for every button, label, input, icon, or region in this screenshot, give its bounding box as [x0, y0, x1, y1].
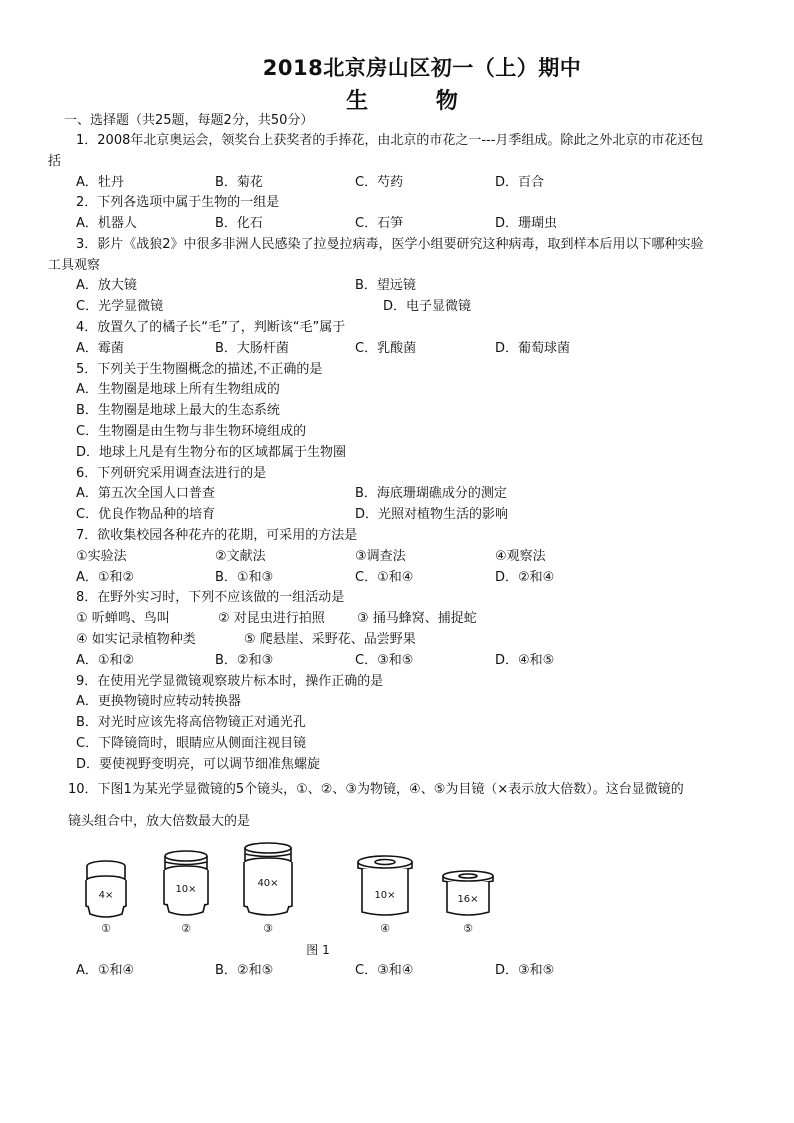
lens-2-objective	[164, 851, 208, 915]
question-8-stem: 8．在野外实习时，下列不应该做的一组活动是	[76, 590, 345, 605]
question-10-stem: 10．下图1为某光学显微镜的5个镜头，①、②、③为物镜，④、⑤为目镜（×表示放大倍数）。这台显微镜的	[68, 782, 684, 797]
question-8-item-3: ③ 捅马蜂窝、捕捉蛇	[357, 611, 477, 626]
lens-3-objective	[244, 843, 292, 915]
question-6-option-d: D．光照对植物生活的影响	[355, 507, 509, 522]
question-3-option-d: D．电子显微镜	[383, 299, 472, 314]
question-8-option-d: D．④和⑤	[495, 653, 555, 668]
question-10-option-a: A．①和④	[76, 963, 135, 978]
question-1-option-a: A．牡丹	[76, 175, 124, 190]
lens-3-label: ③	[263, 922, 273, 935]
section-heading: 一、选择题（共25题，每题2分，共50分）	[64, 113, 314, 128]
question-10-option-d: D．③和⑤	[495, 963, 555, 978]
question-1-stem: 1．2008年北京奥运会，领奖台上获奖者的手捧花，由北京的市花之一---月季组成。除此之外北京的市花还包	[76, 133, 704, 148]
question-7-item-1: ①实验法	[76, 549, 127, 564]
question-5-option-d: D．地球上凡是有生物分布的区域都属于生物圈	[76, 445, 347, 460]
question-7-item-4: ④观察法	[495, 549, 546, 564]
question-2-option-d: D．珊瑚虫	[495, 216, 558, 231]
question-8-option-c: C．③和⑤	[355, 653, 414, 668]
figure-microscope-lenses	[60, 836, 520, 962]
question-5-stem: 5．下列关于生物圈概念的描述,不正确的是	[76, 362, 323, 377]
lens-4-eyepiece	[358, 856, 412, 915]
question-1-option-d: D．百合	[495, 175, 545, 190]
lens-2-label: ②	[181, 922, 191, 935]
question-3-option-a: A．放大镜	[76, 278, 137, 293]
question-9-option-b: B．对光时应该先将高倍物镜正对通光孔	[76, 715, 306, 730]
question-3-stem-cont: 工具观察	[48, 258, 101, 273]
question-2-option-b: B．化石	[215, 216, 263, 231]
question-8-item-2: ② 对昆虫进行拍照	[218, 611, 325, 626]
question-3-stem: 3．影片《战狼2》中很多非洲人民感染了拉曼拉病毒，医学小组要研究这种病毒，取到样本后用以下哪种实验	[76, 237, 704, 252]
question-6-option-c: C．优良作物品种的培育	[76, 507, 216, 522]
question-4-option-d: D．葡萄球菌	[495, 341, 571, 356]
question-4-option-c: C．乳酸菌	[355, 341, 417, 356]
question-3-option-b: B．望远镜	[355, 278, 416, 293]
question-10-option-c: C．③和④	[355, 963, 414, 978]
question-8-item-5: ⑤ 爬悬崖、采野花、品尝野果	[244, 632, 416, 647]
question-9-option-c: C．下降镜筒时，眼睛应从侧面注视目镜	[76, 736, 307, 751]
exam-title: 2018北京房山区初一（上）期中	[262, 56, 582, 80]
question-3-option-c: C．光学显微镜	[76, 299, 164, 314]
question-4-option-b: B．大肠杆菌	[215, 341, 289, 356]
lens-4-magnification: 10×	[374, 890, 396, 901]
question-7-item-2: ②文献法	[215, 549, 266, 564]
question-6-option-b: B．海底珊瑚礁成分的测定	[355, 486, 507, 501]
question-7-option-c: C．①和④	[355, 570, 414, 585]
question-5-option-c: C．生物圈是由生物与非生物环境组成的	[76, 424, 307, 439]
question-7-option-b: B．①和③	[215, 570, 274, 585]
lens-5-magnification: 16×	[457, 894, 479, 905]
question-2-option-c: C．石笋	[355, 216, 404, 231]
question-4-option-a: A．霉菌	[76, 341, 124, 356]
question-8-option-a: A．①和②	[76, 653, 135, 668]
question-10-option-b: B．②和⑤	[215, 963, 274, 978]
question-1-option-b: B．菊花	[215, 175, 263, 190]
question-2-stem: 2．下列各选项中属于生物的一组是	[76, 195, 280, 210]
lens-1-label: ①	[101, 922, 111, 935]
question-7-option-d: D．②和④	[495, 570, 555, 585]
question-10-stem-cont: 镜头组合中，放大倍数最大的是	[68, 814, 251, 829]
subject-title: 生 物	[346, 89, 488, 114]
question-1-option-c: C．芍药	[355, 175, 404, 190]
lens-1-magnification: 4×	[98, 890, 114, 901]
question-6-stem: 6．下列研究采用调查法进行的是	[76, 466, 267, 481]
question-7-stem: 7．欲收集校园各种花卉的花期，可采用的方法是	[76, 528, 358, 543]
question-2-option-a: A．机器人	[76, 216, 137, 231]
question-8-item-1: ① 听蝉鸣、鸟叫	[76, 611, 170, 626]
question-1-stem-cont: 括	[48, 154, 62, 169]
question-9-stem: 9．在使用光学显微镜观察玻片标本时，操作正确的是	[76, 674, 384, 689]
lens-5-label: ⑤	[463, 922, 473, 935]
lens-2-magnification: 10×	[175, 884, 197, 895]
question-6-option-a: A．第五次全国人口普查	[76, 486, 215, 501]
question-8-item-4: ④ 如实记录植物种类	[76, 632, 196, 647]
question-7-item-3: ③调查法	[355, 549, 406, 564]
figure-1-caption: 图 1	[306, 943, 330, 957]
question-5-option-b: B．生物圈是地球上最大的生态系统	[76, 403, 280, 418]
question-4-stem: 4．放置久了的橘子长“毛”了，判断该“毛”属于	[76, 320, 346, 335]
question-7-option-a: A．①和②	[76, 570, 135, 585]
lens-1-objective	[86, 861, 126, 917]
question-9-option-d: D．要使视野变明亮，可以调节细准焦螺旋	[76, 757, 321, 772]
lens-3-magnification: 40×	[257, 878, 279, 889]
question-9-option-a: A．更换物镜时应转动转换器	[76, 694, 241, 709]
question-5-option-a: A．生物圈是地球上所有生物组成的	[76, 382, 280, 397]
lens-5-eyepiece	[443, 871, 493, 915]
lens-4-label: ④	[380, 922, 390, 935]
question-8-option-b: B．②和③	[215, 653, 274, 668]
